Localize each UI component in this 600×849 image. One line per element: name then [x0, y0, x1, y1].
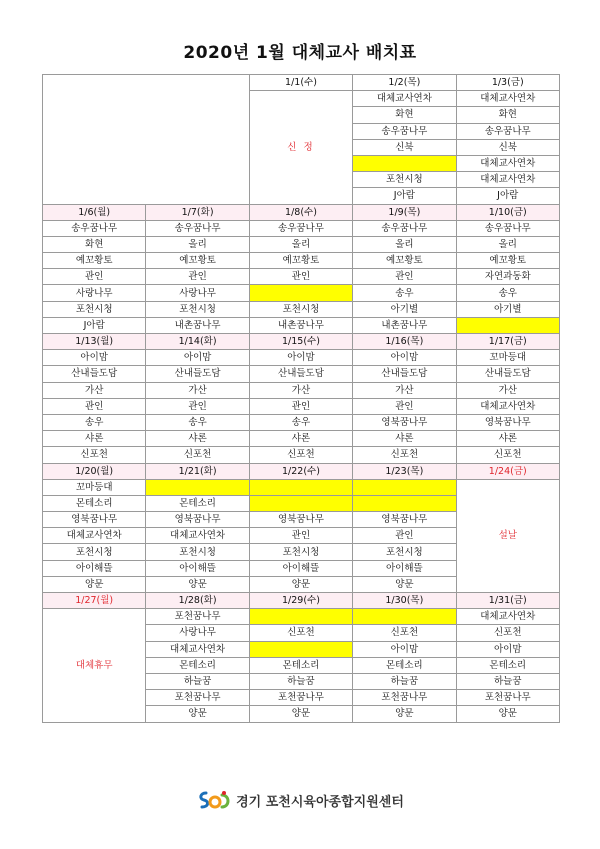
week4-header-row	[43, 463, 560, 479]
table-cell: 포천꿈나무	[249, 690, 352, 706]
date-cell: 1/29(수)	[249, 593, 352, 609]
table-cell: 가산	[146, 382, 249, 398]
table-row	[43, 285, 560, 301]
date-cell: 1/2(목)	[353, 75, 456, 91]
table-cell: 양문	[353, 576, 456, 592]
table-cell: 예꼬황토	[353, 253, 456, 269]
footer	[0, 788, 600, 812]
table-cell: 사랑나무	[43, 285, 146, 301]
table-cell: 관인	[353, 269, 456, 285]
date-cell: 1/22(수)	[249, 463, 352, 479]
table-cell: 샤론	[456, 431, 559, 447]
date-cell: 1/16(목)	[353, 334, 456, 350]
table-cell: 송우꿈나무	[456, 220, 559, 236]
table-cell: 산내들도담	[353, 366, 456, 382]
table-cell: J아람	[43, 317, 146, 333]
table-cell: 예꼬황토	[456, 253, 559, 269]
table-cell: 관인	[353, 398, 456, 414]
table-cell: 꼬마등대	[43, 479, 146, 495]
table-cell: 산내들도담	[249, 366, 352, 382]
table-cell: 신포천	[249, 447, 352, 463]
table-cell: 영북꿈나무	[456, 414, 559, 430]
table-cell: 송우꿈나무	[43, 220, 146, 236]
table-cell: 아이해뜰	[43, 560, 146, 576]
holiday-cell: 설날	[456, 479, 559, 592]
table-cell: 아이맘	[249, 350, 352, 366]
table-cell: 내촌꿈나무	[353, 317, 456, 333]
table-cell: 아이맘	[353, 350, 456, 366]
week1-empty-block	[43, 75, 250, 205]
table-cell: 예꼬황토	[146, 253, 249, 269]
table-cell: 아이맘	[456, 641, 559, 657]
table-cell: 관인	[249, 528, 352, 544]
table-cell: 신포천	[146, 447, 249, 463]
table-cell: 양문	[146, 706, 249, 722]
table-cell: 아이해뜰	[146, 560, 249, 576]
table-cell: 아이맘	[43, 350, 146, 366]
table-cell: 포천시청	[249, 544, 352, 560]
table-cell: 포천꿈나무	[456, 690, 559, 706]
table-cell: 화현	[456, 107, 559, 123]
table-cell: 송우꿈나무	[146, 220, 249, 236]
page-title: 2020년 1월 대체교사 배치표	[183, 43, 417, 63]
table-cell	[353, 495, 456, 511]
date-cell: 1/28(화)	[146, 593, 249, 609]
table-row	[43, 236, 560, 252]
table-cell: 송우꿈나무	[353, 220, 456, 236]
table-cell: 예꼬황토	[249, 253, 352, 269]
table-cell: 포천시청	[353, 544, 456, 560]
table-cell: 몬테소리	[249, 657, 352, 673]
org-name: 경기 포천시육아종합지원센터	[236, 794, 404, 810]
week3-header-row	[43, 334, 560, 350]
date-cell: 1/1(수)	[249, 75, 352, 91]
table-cell	[249, 609, 352, 625]
table-cell: 대체교사연차	[353, 91, 456, 107]
date-cell: 1/7(화)	[146, 204, 249, 220]
table-row	[43, 479, 560, 495]
date-cell: 1/31(금)	[456, 593, 559, 609]
table-cell: 송우	[43, 414, 146, 430]
table-cell: 산내들도담	[456, 366, 559, 382]
table-cell: 송우꿈나무	[456, 123, 559, 139]
table-cell: 하늘꿈	[249, 673, 352, 689]
table-cell: 포천꿈나무	[146, 609, 249, 625]
holiday-cell: 신 정	[249, 91, 352, 204]
table-cell: 가산	[249, 382, 352, 398]
table-cell: 관인	[353, 528, 456, 544]
date-cell: 1/23(목)	[353, 463, 456, 479]
table-cell: 샤론	[249, 431, 352, 447]
table-cell: 몬테소리	[353, 657, 456, 673]
date-cell: 1/3(금)	[456, 75, 559, 91]
table-cell: 가산	[353, 382, 456, 398]
table-cell: 양문	[249, 576, 352, 592]
table-cell: 포천시청	[249, 301, 352, 317]
table-cell: 몬테소리	[456, 657, 559, 673]
table-row	[43, 431, 560, 447]
table-cell: 양문	[353, 706, 456, 722]
table-cell: 가산	[456, 382, 559, 398]
table-cell: 영북꿈나무	[353, 414, 456, 430]
table-cell	[353, 155, 456, 171]
table-cell: 사랑나무	[146, 625, 249, 641]
table-cell: 포천꿈나무	[146, 690, 249, 706]
table-cell: 산내들도담	[146, 366, 249, 382]
date-cell: 1/6(월)	[43, 204, 146, 220]
table-cell: 대체교사연차	[43, 528, 146, 544]
table-cell: 화현	[43, 236, 146, 252]
table-cell: 신포천	[249, 625, 352, 641]
table-row	[43, 220, 560, 236]
table-cell: 관인	[146, 398, 249, 414]
table-cell: 관인	[249, 269, 352, 285]
table-row	[43, 350, 560, 366]
table-cell	[456, 317, 559, 333]
table-cell: 신포천	[456, 625, 559, 641]
table-cell: 올리	[456, 236, 559, 252]
table-cell: 아기별	[353, 301, 456, 317]
date-cell: 1/15(수)	[249, 334, 352, 350]
table-row	[43, 269, 560, 285]
table-cell: 하늘꿈	[146, 673, 249, 689]
table-cell: 송우	[353, 285, 456, 301]
table-cell: 양문	[249, 706, 352, 722]
table-cell: 몬테소리	[43, 495, 146, 511]
week2-header-row	[43, 204, 560, 220]
table-cell: 송우	[146, 414, 249, 430]
table-cell: 산내들도담	[43, 366, 146, 382]
date-cell: 1/30(목)	[353, 593, 456, 609]
table-row	[43, 382, 560, 398]
schedule-table	[42, 74, 560, 723]
date-cell: 1/14(화)	[146, 334, 249, 350]
table-row	[43, 301, 560, 317]
table-cell: 영북꿈나무	[249, 512, 352, 528]
table-cell: 양문	[43, 576, 146, 592]
table-cell: 신북	[456, 139, 559, 155]
table-row	[43, 447, 560, 463]
table-cell: 대체교사연차	[456, 398, 559, 414]
table-cell	[146, 479, 249, 495]
table-cell: 포천시청	[146, 301, 249, 317]
table-cell	[249, 479, 352, 495]
table-cell	[353, 609, 456, 625]
table-cell: 송우꿈나무	[249, 220, 352, 236]
table-cell: J아람	[353, 188, 456, 204]
table-cell	[249, 495, 352, 511]
date-cell-holiday: 1/24(금)	[456, 463, 559, 479]
table-cell: 샤론	[43, 431, 146, 447]
table-cell: 대체교사연차	[456, 91, 559, 107]
table-cell: 영북꿈나무	[353, 512, 456, 528]
table-cell: 화현	[353, 107, 456, 123]
table-cell: 내촌꿈나무	[249, 317, 352, 333]
date-cell: 1/9(목)	[353, 204, 456, 220]
table-cell: 몬테소리	[146, 495, 249, 511]
table-cell: 양문	[146, 576, 249, 592]
table-cell: 대체교사연차	[146, 641, 249, 657]
table-row	[43, 398, 560, 414]
week5-header-row	[43, 593, 560, 609]
center-logo-icon	[196, 789, 232, 811]
table-cell: 신포천	[353, 625, 456, 641]
table-cell: 아이맘	[146, 350, 249, 366]
table-cell: 꼬마등대	[456, 350, 559, 366]
table-cell: 대체교사연차	[456, 172, 559, 188]
table-row	[43, 414, 560, 430]
table-cell: 올리	[146, 236, 249, 252]
week1-header-row	[43, 75, 560, 91]
date-cell-holiday: 1/27(월)	[43, 593, 146, 609]
table-cell: 대체교사연차	[456, 155, 559, 171]
table-cell: 몬테소리	[146, 657, 249, 673]
table-cell: 하늘꿈	[353, 673, 456, 689]
table-cell	[249, 285, 352, 301]
table-cell: 올리	[249, 236, 352, 252]
table-cell: 아이해뜰	[353, 560, 456, 576]
table-cell: 가산	[43, 382, 146, 398]
table-row	[43, 253, 560, 269]
table-cell: 올리	[353, 236, 456, 252]
table-cell: 대체교사연차	[146, 528, 249, 544]
date-cell: 1/17(금)	[456, 334, 559, 350]
holiday-cell: 대체휴무	[43, 609, 146, 722]
table-cell: J아람	[456, 188, 559, 204]
table-cell: 송우꿈나무	[353, 123, 456, 139]
table-cell: 아이해뜰	[249, 560, 352, 576]
table-cell: 샤론	[146, 431, 249, 447]
table-cell: 포천시청	[43, 544, 146, 560]
table-row	[43, 366, 560, 382]
table-cell	[249, 641, 352, 657]
table-cell: 관인	[146, 269, 249, 285]
table-cell: 자연과동화	[456, 269, 559, 285]
table-cell: 포천꿈나무	[353, 690, 456, 706]
table-cell: 관인	[249, 398, 352, 414]
table-cell: 내촌꿈나무	[146, 317, 249, 333]
table-cell: 예꼬황토	[43, 253, 146, 269]
table-cell: 포천시청	[146, 544, 249, 560]
table-cell: 포천시청	[353, 172, 456, 188]
date-cell: 1/13(월)	[43, 334, 146, 350]
date-cell: 1/10(금)	[456, 204, 559, 220]
table-cell: 양문	[456, 706, 559, 722]
table-cell: 아기별	[456, 301, 559, 317]
table-cell: 송우	[249, 414, 352, 430]
table-cell: 하늘꿈	[456, 673, 559, 689]
table-cell: 영북꿈나무	[43, 512, 146, 528]
table-cell: 영북꿈나무	[146, 512, 249, 528]
table-cell	[353, 479, 456, 495]
table-cell: 신포천	[353, 447, 456, 463]
table-row	[43, 317, 560, 333]
table-cell: 신포천	[456, 447, 559, 463]
table-cell: 신북	[353, 139, 456, 155]
table-cell: 포천시청	[43, 301, 146, 317]
table-cell: 관인	[43, 398, 146, 414]
table-cell: 송우	[456, 285, 559, 301]
date-cell: 1/21(화)	[146, 463, 249, 479]
table-cell: 아이맘	[353, 641, 456, 657]
table-cell: 샤론	[353, 431, 456, 447]
date-cell: 1/20(월)	[43, 463, 146, 479]
table-cell: 사랑나무	[146, 285, 249, 301]
table-cell: 대체교사연차	[456, 609, 559, 625]
table-cell: 관인	[43, 269, 146, 285]
table-cell: 신포천	[43, 447, 146, 463]
date-cell: 1/8(수)	[249, 204, 352, 220]
table-row	[43, 609, 560, 625]
